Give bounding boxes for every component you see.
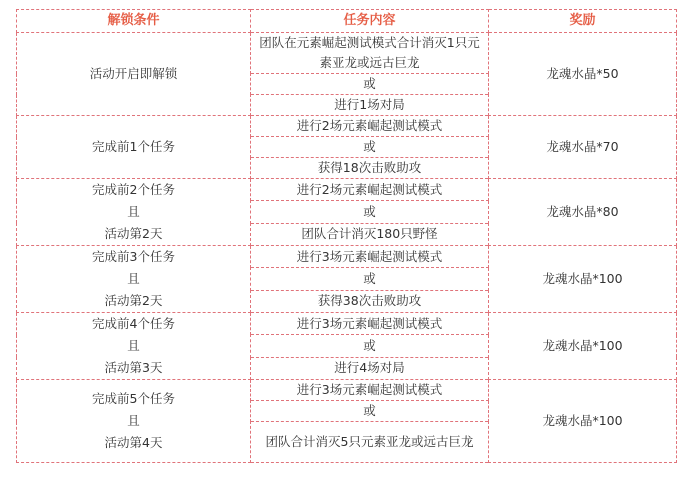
unlock-condition-cell (17, 380, 251, 463)
or-separator: 或 (251, 335, 489, 357)
unlock-condition-text: 活动第2天 (104, 293, 163, 308)
or-separator: 或 (251, 268, 489, 290)
unlock-condition-text: 完成前1个任务 (92, 139, 175, 154)
or-separator: 或 (251, 137, 489, 158)
unlock-condition-text: 且 (127, 338, 140, 353)
header-task-content: 任务内容 (251, 10, 489, 33)
header-unlock-condition: 解锁条件 (17, 10, 251, 33)
reward-cell: 龙魂水晶*100 (489, 380, 677, 463)
reward-cell: 龙魂水晶*80 (489, 179, 677, 246)
task-alternative: 进行1场对局 (251, 95, 489, 116)
table-row (17, 246, 677, 268)
task-primary: 进行3场元素崛起测试模式 (251, 380, 489, 401)
task-primary: 进行2场元素崛起测试模式 (251, 179, 489, 201)
unlock-condition-text: 活动第2天 (104, 226, 163, 241)
reward-cell: 龙魂水晶*100 (489, 246, 677, 313)
table-row (17, 313, 677, 335)
or-separator: 或 (251, 74, 489, 95)
task-table-body (17, 33, 677, 463)
reward-cell: 龙魂水晶*50 (489, 33, 677, 116)
unlock-condition-cell (17, 179, 251, 246)
table-row (17, 179, 677, 201)
unlock-condition-cell (17, 246, 251, 313)
table-row (17, 33, 677, 74)
or-separator: 或 (251, 201, 489, 223)
unlock-condition-text: 活动开启即解锁 (89, 66, 178, 81)
unlock-condition-text: 完成前3个任务 (92, 249, 175, 264)
unlock-condition-text: 完成前4个任务 (92, 316, 175, 331)
unlock-condition-text: 活动第4天 (104, 435, 163, 450)
task-primary: 进行3场元素崛起测试模式 (251, 246, 489, 268)
task-primary: 进行3场元素崛起测试模式 (251, 313, 489, 335)
task-alternative: 进行4场对局 (251, 357, 489, 379)
unlock-condition-cell (17, 33, 251, 116)
unlock-condition-text: 且 (127, 413, 140, 428)
table-row (17, 116, 677, 137)
reward-cell: 龙魂水晶*100 (489, 313, 677, 380)
task-primary: 进行2场元素崛起测试模式 (251, 116, 489, 137)
task-table (16, 9, 677, 463)
task-alternative: 团队合计消灭5只元素亚龙或远古巨龙 (251, 422, 489, 463)
table-row (17, 380, 677, 401)
task-alternative: 团队合计消灭180只野怪 (251, 223, 489, 245)
unlock-condition-text: 且 (127, 204, 140, 219)
unlock-condition-text: 完成前2个任务 (92, 182, 175, 197)
unlock-condition-text: 且 (127, 271, 140, 286)
task-alternative: 获得18次击败助攻 (251, 158, 489, 179)
header-reward: 奖励 (489, 10, 677, 33)
task-primary: 团队在元素崛起测试模式合计消灭1只元素亚龙或远古巨龙 (251, 33, 489, 74)
or-separator: 或 (251, 401, 489, 422)
unlock-condition-cell (17, 116, 251, 179)
unlock-condition-text: 活动第3天 (104, 360, 163, 375)
unlock-condition-cell (17, 313, 251, 380)
task-alternative: 获得38次击败助攻 (251, 290, 489, 312)
header-row (17, 10, 677, 33)
reward-cell: 龙魂水晶*70 (489, 116, 677, 179)
unlock-condition-text: 完成前5个任务 (92, 391, 175, 406)
